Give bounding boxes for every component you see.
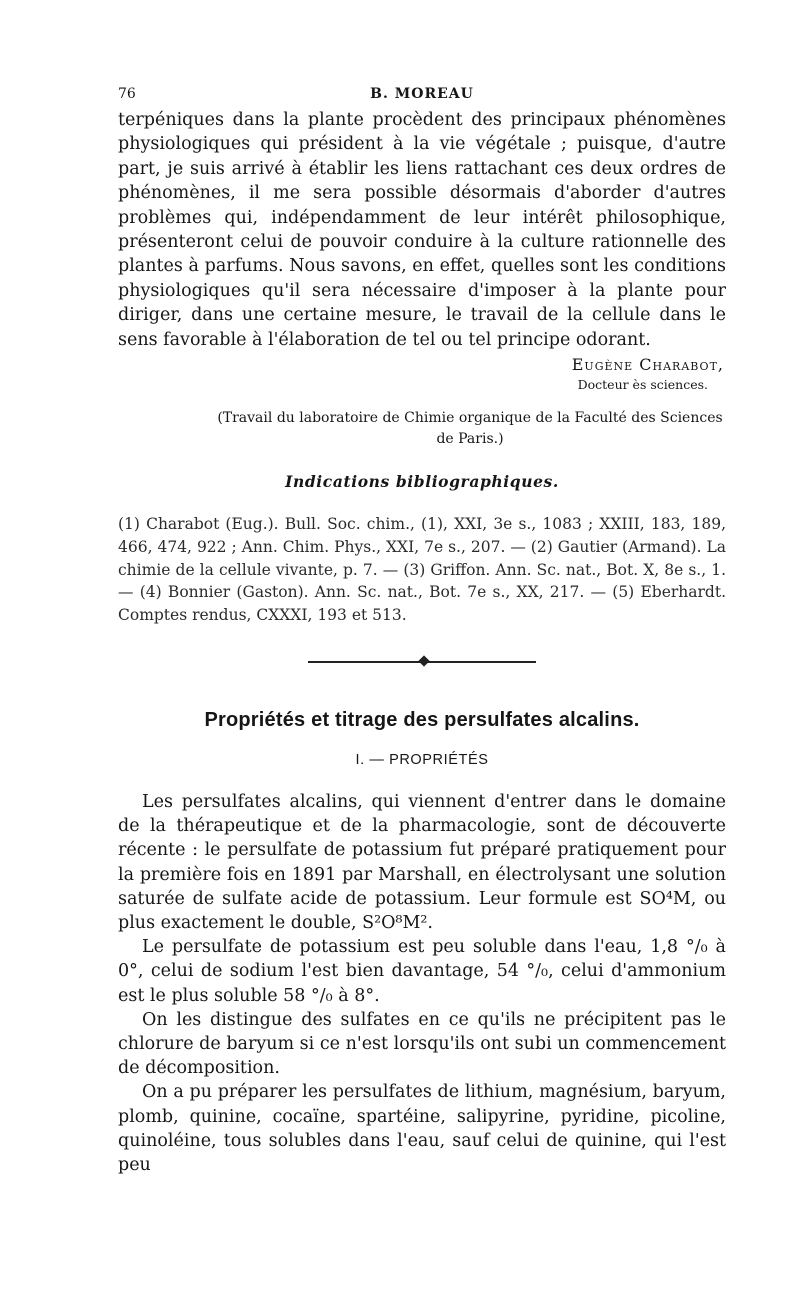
intro-paragraph: terpéniques dans la plante procèdent des principaux phénomènes physiologiques qui président à la vie végétale ; puisque, d'autre part, je suis arrivé à établir les liens rattachant ces deux ordres de phénomènes, il me sera possible désormais d'aborder d'autres problèmes qui, indépendamment de leur intérêt philosophique, présenteront celui de pouvoir conduire à la culture rationnelle des plantes à parfums. Nous savons, en effet, quelles sont les conditions physiologiques qu'il sera nécessaire d'imposer à la plante pour diriger, dans une certaine mesure, le travail de la cellule dans le sens favorable à l'élaboration de tel ou tel principe odorant.	[118, 110, 726, 350]
signature-title: Docteur ès sciences.	[577, 377, 708, 393]
signature-name: Eugène Charabot,	[571, 355, 724, 375]
signature	[118, 354, 726, 394]
paragraph: On les distingue des sulfates en ce qu'ils ne précipitent pas le chlorure de baryum si ce n'est lorsqu'ils ont subi un commencement de décomposition.	[118, 1009, 726, 1079]
page-number: 76	[118, 86, 136, 102]
running-head: B. MOREAU	[370, 86, 474, 102]
diamond-ornament-icon	[418, 655, 429, 666]
lab-note: (Travail du laboratoire de Chimie organique de la Faculté des Sciences de Paris.)	[217, 410, 723, 448]
section-title: Propriétés et titrage des persulfates alcalins.	[204, 709, 640, 732]
paragraph: Le persulfate de potassium est peu soluble dans l'eau, 1,8 °/₀ à 0°, celui de sodium l'est bien davantage, 54 °/₀, celui d'ammonium est le plus soluble 58 °/₀ à 8°.	[118, 937, 726, 1006]
page-header	[118, 82, 726, 108]
subsection-title: I. — PROPRIÉTÉS	[355, 752, 489, 769]
section-divider	[308, 655, 536, 669]
bibliography	[118, 513, 726, 627]
bibliography-heading: Indications bibliographiques.	[285, 472, 559, 492]
paragraph: On a pu préparer les persulfates de lithium, magnésium, baryum, plomb, quinine, cocaïne, spartéine, salipyrine, pyridine, picoline, quinoléine, tous solubles dans l'eau, sauf celui de quinine, qui l'est peu	[118, 1082, 726, 1176]
paragraph: Les persulfates alcalins, qui viennent d'entrer dans le domaine de la thérapeutique et de la pharmacologie, sont de découverte récente : le persulfate de potassium fut préparé pratiquement pour la première fois en 1891 par Marshall, en électrolysant une solution saturée de sulfate acide de potassium. Leur formule est SO⁴M, ou plus exactement le double, S²O⁸M².	[118, 792, 726, 934]
section-body	[118, 790, 726, 1177]
page	[118, 82, 726, 1177]
bibliography-text: (1) Charabot (Eug.). Bull. Soc. chim., (1), XXI, 3e s., 1083 ; XXIII, 183, 189, 466, 474, 922 ; Ann. Chim. Phys., XXI, 7e s., 207. — (2) Gautier (Armand). La chimie de la cellule vivante, p. 7. — (3) Griffon. Ann. Sc. nat., Bot. X, 8e s., 1. — (4) Bonnier (Gaston). Ann. Sc. nat., Bot. 7e s., XX, 217. — (5) Eberhardt. Comptes rendus, CXXXI, 193 et 513.	[118, 515, 726, 625]
